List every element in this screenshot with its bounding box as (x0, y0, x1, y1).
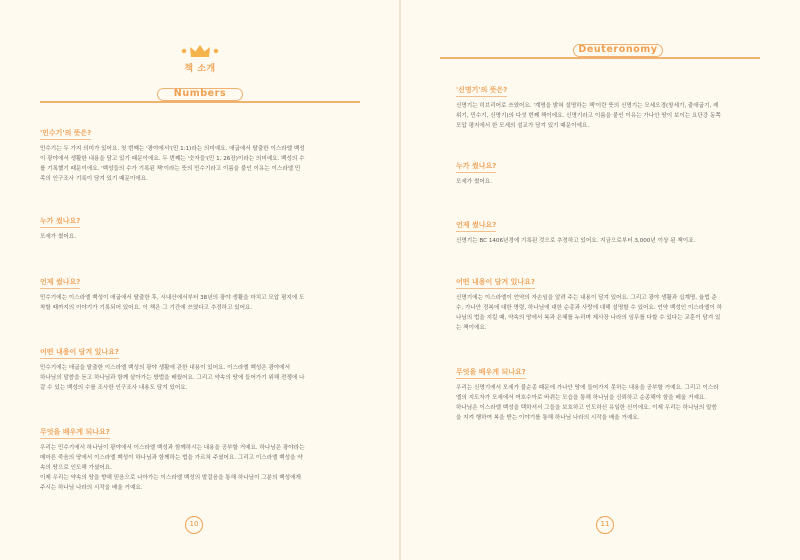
section (456, 359, 768, 423)
page-number: 10 (185, 516, 203, 534)
body-line: 신명기는 BC 1406년경에 기록된 것으로 추정하고 있어요. 지금으로부터 3,000년 이상 된 책이죠. (456, 238, 696, 244)
book-intro-label: 책 소개 (184, 64, 216, 74)
body-line: 주시는 하나님 나라의 시작을 배울 거예요. (40, 485, 143, 491)
section-body (40, 144, 360, 184)
book-intro-header (168, 42, 232, 74)
section-question: 무엇을 배우게 되나요? (40, 427, 110, 439)
section-body (40, 363, 360, 393)
header-rule (440, 57, 760, 59)
body-line: 위기, 민수기, 신명기)의 다섯 번째 책이에요. 신명기라고 이름을 붙인 이유는 가나안 땅이 보이는 요단강 동쪽 (456, 113, 721, 119)
body-line: 모압 평지에서 한 모세의 설교가 담겨 있기 때문이에요. (456, 123, 590, 129)
body-line: 속의 땅으로 인도해 가셨어요. (40, 465, 112, 471)
section-question: 언제 썼나요? (456, 220, 496, 232)
body-line: 이제 우리는 약속의 땅을 향해 믿음으로 나아가는 이스라엘 백성의 발걸음을 통해 하나님이 그분의 백성에게 (40, 475, 301, 481)
body-line: 나님의 법을 지킬 때, 약속의 땅에서 복과 은혜를 누리며 제사장 나라의 임무를 다할 수 있다는 교훈이 담겨 있 (456, 315, 721, 321)
section-question: 어떤 내용이 담겨 있나요? (40, 347, 119, 359)
section-body (456, 177, 768, 187)
book-title-pill: Numbers (157, 88, 243, 101)
body-line: 를 기록했기 때문이에요. '백성들의 수가 기록된 책'이라는 뜻의 민수기라고 이름을 붙인 이유는 이스라엘 민 (40, 166, 301, 172)
body-line: 모세가 썼어요. (456, 179, 492, 185)
body-line: 민수기에는 애굽을 탈출한 이스라엘 백성의 광야 생활에 관한 내용이 있어요. 이스라엘 백성은 광야에서 (40, 365, 291, 371)
right-page (400, 0, 800, 560)
book-title-pill: Deuteronomy (573, 44, 663, 57)
section (40, 339, 360, 393)
body-line: 모세가 썼어요. (40, 234, 76, 240)
section-question: 누가 썼나요? (40, 216, 80, 228)
section-question: 무엇을 배우게 되나요? (456, 367, 526, 379)
section-body (40, 293, 360, 313)
body-line: 착할 때까지의 이야기가 기록되어 있어요. 이 책은 그 기간에 쓰였다고 추정하고 있어요. (40, 305, 253, 311)
left-content (40, 120, 360, 493)
body-line: 을 지켜 행하여 복을 받는 이야기를 통해 하나님 나라의 시작을 배울 거예요. (456, 415, 640, 421)
header-rule (40, 101, 360, 103)
body-line: 하나님의 말씀을 듣고 하나님과 함께 살아가는 방법을 배웠어요. 그리고 약속의 땅에 들어가기 위해 전쟁에 나 (40, 375, 305, 381)
body-line: 우리는 신명기에서 모세가 불순종 때문에 가나안 땅에 들어가지 못하는 내용을 공부할 거예요. 그리고 이스라 (456, 385, 719, 391)
body-line: 갈 수 있는 백성의 수를 조사한 인구조사 내용도 담겨 있어요. (40, 385, 188, 391)
section-body (456, 236, 768, 246)
body-line: 는 책이에요. (456, 325, 487, 331)
body-line: 신명기는 히브리어로 쓰였어요. '계명을 밝혀 설명하는 책'이란 뜻의 신명기는 모세오경(창세기, 출애굽기, 레 (456, 103, 719, 109)
section-body (40, 443, 360, 493)
crown-icon (180, 42, 220, 60)
section-question: '민수기'의 뜻은? (40, 128, 91, 140)
section (40, 120, 360, 184)
body-line: 족의 인구조사 기록이 담겨 있기 때문이에요. (40, 176, 148, 182)
section-body (456, 383, 768, 423)
section (456, 77, 768, 131)
right-content (456, 77, 768, 423)
section-body (456, 293, 768, 333)
body-line: 엘의 지도자가 모세에서 여호수아로 바뀌는 모습을 통해 하나님을 신뢰하고 순종해야 함을 배울 거예요. (456, 395, 707, 401)
body-line: 민수기에는 이스라엘 백성이 애굽에서 탈출한 후, 시내산에서부터 38년의 광야 생활을 마치고 모압 평지에 도 (40, 295, 305, 301)
body-line: 민수기는 두 가지 의미가 있어요. 첫 번째는 '광야에서'(민 1:1)라는 의미예요. 애굽에서 탈출한 이스라엘 백성 (40, 146, 305, 152)
section-body (40, 232, 360, 242)
section-question: 언제 썼나요? (40, 277, 80, 289)
body-line: 우리는 민수기에서 하나님이 광야에서 이스라엘 백성과 함께하시는 내용을 공부할 거예요. 하나님은 광야라는 (40, 445, 305, 451)
section-body (456, 101, 768, 131)
section (40, 208, 360, 242)
body-line: 신명기에는 이스라엘이 언약의 자손임을 알려 주는 내용이 담겨 있어요. 그리고 광야 생활과 십계명, 율법 준 (456, 295, 717, 301)
body-line: 수, 가나안 정복에 대한 명령, 하나님에 대한 순종과 사랑에 대해 설명할 수 있어요. 언약 백성인 이스라엘이 하 (456, 305, 723, 311)
body-line: 메마른 죽음의 땅에서 이스라엘 백성이 하나님과 함께하는 법을 가르쳐 주셨어요. 그리고 이스라엘 백성을 약 (40, 455, 303, 461)
page-number: 11 (596, 516, 614, 534)
body-line: 하나님은 이스라엘 백성을 택하셔서 그들을 보호하고 인도하신 유일한 신이에요. 이제 우리는 하나님의 말씀 (456, 405, 717, 411)
section (40, 419, 360, 493)
section-question: 어떤 내용이 담겨 있나요? (456, 277, 535, 289)
section (40, 269, 360, 313)
section-question: '신명기'의 뜻은? (456, 85, 507, 97)
section (456, 153, 768, 187)
body-line: 이 광야에서 생활한 내용을 담고 있기 때문이에요. 두 번째는 '숫자들'(민 1, 26장)이라는 의미예요. 백성의 수 (40, 156, 305, 162)
section (456, 212, 768, 246)
section (456, 269, 768, 333)
section-question: 누가 썼나요? (456, 161, 496, 173)
